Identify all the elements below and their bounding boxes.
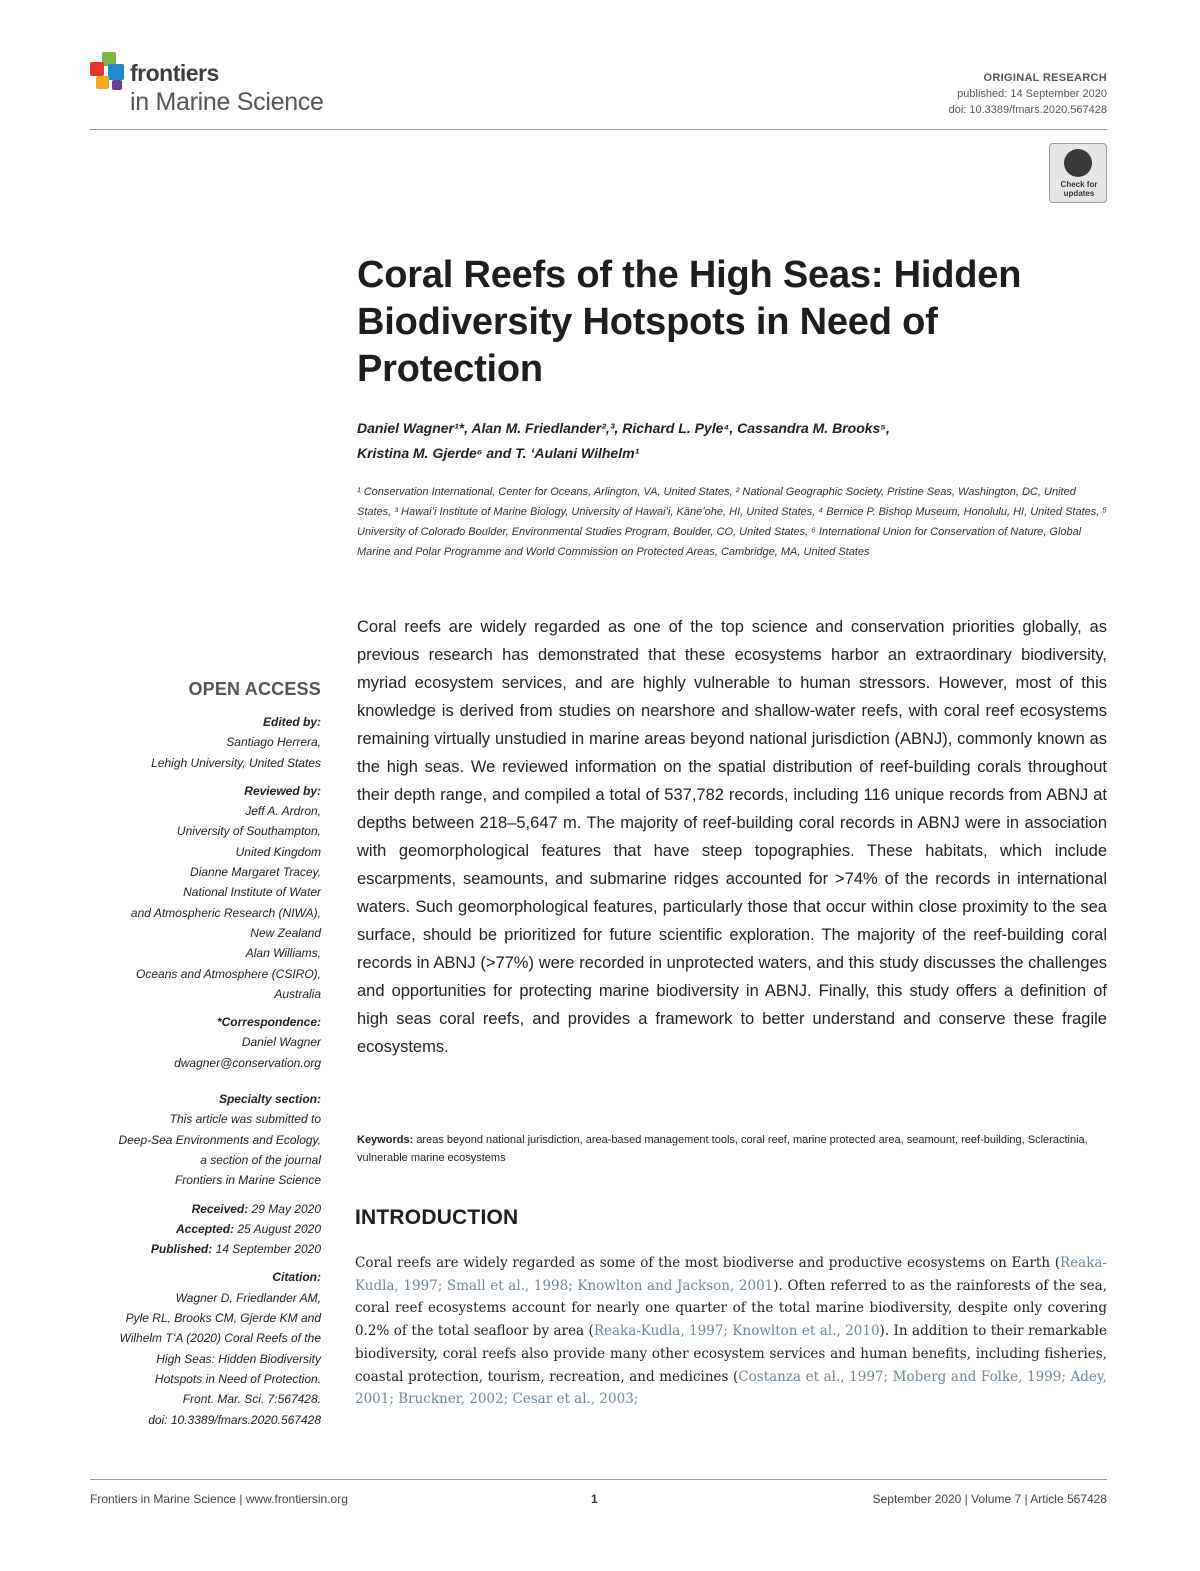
citation-link[interactable]: Reaka-Kudla, 1997; Small et al., 1998; Knowlton and Jackson, 2001 [355,1255,1107,1294]
correspondence-email-link[interactable]: dwagner@conservation.org [174,1055,321,1070]
reviewer-line: Australia [274,986,321,1001]
reviewer-line: University of Southampton, [176,824,321,839]
journal-logo-word: frontiers [130,60,219,86]
correspondence-name: Daniel Wagner [241,1035,321,1050]
article-title: Coral Reefs of the High Seas: Hidden Biodiversity Hotspots in Need of Protection [357,254,1022,390]
footer-divider [90,1479,1107,1480]
citation-line: Front. Mar. Sci. 7:567428. [182,1392,321,1407]
citation-line: Wilhelm TʻA (2020) Coral Reefs of the [119,1331,321,1346]
received-label: Received: [191,1201,249,1216]
citation-link[interactable]: Reaka-Kudla, 1997; Knowlton et al., 2010 [593,1323,880,1340]
check-for-updates-label: Check for updates [1060,180,1098,198]
published-date: published: 14 September 2020 [957,88,1107,100]
citation-doi-link[interactable]: doi: 10.3389/fmars.2020.567428 [148,1412,321,1427]
article-info-sidebar [90,676,321,1430]
specialty-line: a section of the journal [200,1152,321,1167]
reviewer-line: Jeff A. Ardron, [245,804,321,819]
received-date [90,1199,321,1219]
citation-line: Wagner D, Friedlander AM, [175,1290,321,1305]
citation-line: Pyle RL, Brooks CM, Gjerde KM and [125,1311,321,1326]
frontiers-logo-icon [88,50,130,94]
reviewed-by-label: Reviewed by: [244,783,321,798]
correspondence-label: *Correspondence: [216,1015,321,1030]
abstract: Coral reefs are widely regarded as one of the top science and conservation priorities globally, as previous research has demonstrated that these ecosystems harbor an extraordinary biodiversity, myriad ecosystem services, and are highly vulnerable to human stressors. However, most of this knowledge is derived from studies on nearshore and shallow-water reefs, with coral reef ecosystems remaining virtually unstudied in marine areas beyond national jurisdiction (ABNJ), commonly known as the high seas. We reviewed information on the spatial distribution of reef-building corals throughout their depth range, and compiled a total of 537,782 records, including 116 unique records from ABNJ at depths between 218–5,647 m. The majority of reef-building coral records in ABNJ were in association with geomorphological features that have steep topographies. These habitats, which include escarpments, seamounts, and submarine ridges accounted for >74% of the records in international waters. Such geomorphological features, particularly those that occur within close proximity to the sea surface, should be prioritized for future scientific exploration. The majority of the reef-building coral records in ABNJ (>77%) were recorded in unprotected waters, and this study discusses the challenges and opportunities for protecting marine biodiversity in ABNJ. Finally, this study offers a definition of high seas coral reefs, and provides a framework to better understand and conserve these fragile ecosystems. [357,618,1107,1056]
author-line-1: Daniel Wagner¹*, Alan M. Friedlander²,³, Richard L. Pyle⁴, Cassandra M. Brooks⁵, [357,420,890,436]
intro-text-1: Coral reefs are widely regarded as some of the most biodiverse and productive ecosystems on Earth ( [355,1255,1060,1271]
journal-name: in Marine Science [130,88,324,116]
keywords [357,1131,1107,1167]
reviewer-line: and Atmospheric Research (NIWA), [130,905,321,920]
section-heading-introduction: INTRODUCTION [355,1206,519,1229]
keywords-label: Keywords: [357,1134,414,1146]
author-list [357,416,1117,466]
article-type: ORIGINAL RESEARCH [983,72,1107,84]
open-access-label: OPEN ACCESS [188,679,321,699]
affiliations: ¹ Conservation International, Center for Oceans, Arlington, VA, United States, ² National Geographic Society, Pristine Seas, Washington, DC, United States, ³ Hawaiʻi Institute of Marine Biology, University of Hawaiʻi, Kāneʻohe, HI, United States, ⁴ Bernice P. Bishop Museum, Honolulu, HI, United States, ⁵ University of Colorado Boulder, Environmental Studies Program, Boulder, CO, United States, ⁶ International Union for Conservation of Nature, Global Marine and Polar Programme and World Commission on Protected Areas, Cambridge, MA, United States [357,486,1107,558]
accepted-label: Accepted: [176,1221,235,1236]
reviewer-line: National Institute of Water [183,885,321,900]
introduction-paragraph [355,1252,1107,1411]
footer-journal-link[interactable]: Frontiers in Marine Science | www.frontiersin.org [90,1492,348,1506]
intro-text-2: ). Often referred to as the rainforests of the sea, coral reef ecosystems account for nearly one quarter of the total marine biodiversity, despite only covering 0.2% of the total seafloor by area ( [355,1277,1108,1340]
crossmark-icon [1064,149,1092,177]
check-for-updates-button[interactable] [1049,143,1107,203]
editor-line: Santiago Herrera, [226,735,321,750]
citation-line: Hotspots in Need of Protection. [154,1371,321,1386]
reviewer-line: Alan Williams, [245,946,321,961]
reviewer-line: New Zealand [250,925,321,940]
published-date-sidebar [90,1239,321,1259]
accepted-date [90,1219,321,1239]
intro-text-3: ). In addition to their remarkable biodiversity, coral reefs also provide many other ecosystem services and human benefits, including fisheries, coastal protection, tourism, recreation, and medicines ( [355,1323,1107,1385]
published-value: 14 September 2020 [215,1242,321,1257]
header-divider [90,129,1107,130]
specialty-line: Frontiers in Marine Science [174,1173,321,1188]
footer-issue-info: September 2020 | Volume 7 | Article 567428 [872,1492,1107,1506]
reviewer-line: United Kingdom [235,844,321,859]
published-label: Published: [150,1242,213,1257]
edited-by-label: Edited by: [262,715,321,729]
editor-line: Lehigh University, United States [151,755,321,770]
reviewer-line: Dianne Margaret Tracey, [190,865,321,880]
received-value: 29 May 2020 [251,1201,321,1216]
doi-link[interactable]: doi: 10.3389/fmars.2020.567428 [948,104,1107,116]
page-number: 1 [591,1492,598,1506]
keywords-text: areas beyond national jurisdiction, area-based management tools, coral reef, marine protected area, seamount, reef-building, Scleractinia, vulnerable marine ecosystems [357,1134,1088,1164]
citation-line: High Seas: Hidden Biodiversity [156,1351,321,1366]
reviewer-line: Oceans and Atmosphere (CSIRO), [136,966,321,981]
citation-link[interactable]: Costanza et al., 1997; Moberg and Folke, 1999; Adey, 2001; Bruckner, 2002; Cesar et al., 2003; [355,1368,1107,1408]
specialty-line: Deep-Sea Environments and Ecology, [118,1132,321,1147]
citation-label: Citation: [272,1270,321,1285]
accepted-value: 25 August 2020 [237,1221,321,1236]
specialty-section-label: Specialty section: [218,1092,321,1107]
author-line-2: Kristina M. Gjerde⁶ and T. ʻAulani Wilhelm¹ [357,445,640,461]
specialty-line: This article was submitted to [169,1112,321,1127]
